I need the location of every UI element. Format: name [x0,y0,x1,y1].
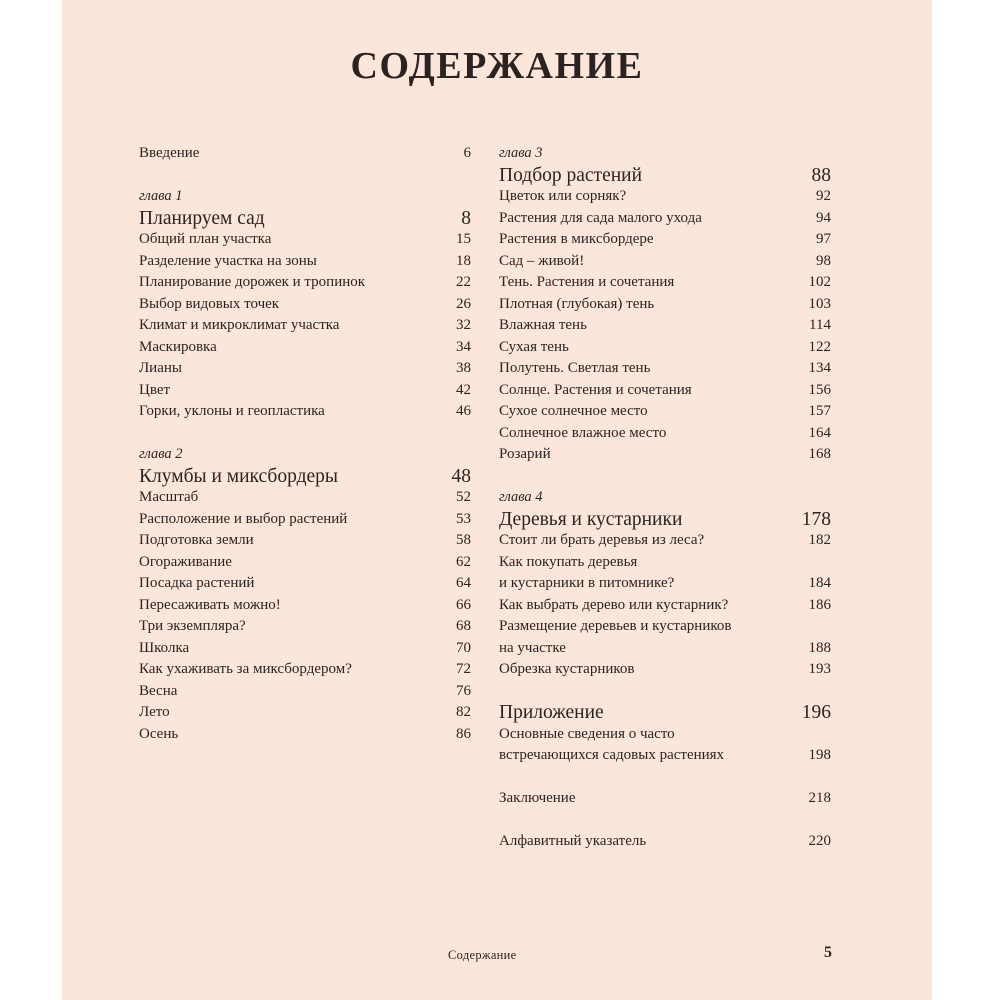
entry-title: Полутень. Светлая тень [499,360,651,376]
entry-title: Посадка растений [139,575,255,591]
entry-page: 38 [456,360,471,376]
entry-title-line1: Размещение деревьев и кустарников [499,618,732,634]
entry-title: Сухое солнечное место [499,403,648,419]
entry-title: Подбор растений [499,164,643,186]
entry-title: Влажная тень [499,317,587,333]
entry-title: Лето [139,704,170,720]
entry-page: 53 [456,510,471,527]
entry-title: Расположение и выбор растений [139,510,348,527]
entry-page: 22 [456,274,471,290]
entry-page: 164 [808,424,831,441]
entry-page: 8 [461,207,471,229]
toc-entry[interactable] [139,724,471,746]
toc-entry-line1[interactable] [499,616,831,638]
entry-title: Цвет [139,381,171,398]
toc-entry[interactable] [499,444,831,466]
entry-page: 42 [456,381,471,398]
toc-entry[interactable] [499,315,831,337]
toc-entry[interactable] [139,337,471,359]
toc-entry[interactable] [499,423,831,445]
entry-page: 48 [451,465,471,487]
entry-page: 70 [456,639,471,656]
entry-page: 82 [456,704,471,720]
entry-title: Осень [139,725,179,742]
toc-entry[interactable] [139,530,471,552]
toc-entry[interactable] [139,358,471,380]
toc-entry[interactable] [139,294,471,316]
entry-title: Масштаб [139,489,199,505]
toc-entry[interactable] [499,659,831,681]
entry-title: Лианы [139,360,182,376]
entry-title: Огораживание [139,553,232,570]
entry-page: 122 [808,338,831,355]
entry-page: 186 [808,596,831,613]
entry-title: Растения в миксбордере [499,231,654,247]
entry-page: 76 [456,682,471,699]
chapter-1-heading[interactable] [139,208,471,230]
entry-title: Заключение [499,790,576,806]
entry-title: Сухая тень [499,338,569,355]
entry-title: Маскировка [139,338,217,355]
page-title: СОДЕРЖАНИЕ [350,45,644,87]
chapter-4-heading[interactable] [499,509,831,531]
entry-page: 46 [456,403,471,419]
toc-entry[interactable] [139,595,471,617]
toc-entry-line1[interactable] [499,552,831,574]
appendix-heading[interactable] [499,702,831,724]
toc-entry[interactable] [499,208,831,230]
chapter-2-heading[interactable] [139,466,471,488]
toc-entry[interactable] [139,401,471,423]
entry-page: 34 [456,338,471,355]
entry-page: 114 [809,317,831,333]
toc-entry[interactable] [499,337,831,359]
toc-right-column [499,143,831,853]
entry-page: 188 [808,639,831,656]
entry-page: 18 [456,252,471,269]
entry-title: Солнце. Растения и сочетания [499,381,692,398]
entry-title: Планирование дорожек и тропинок [139,274,366,290]
entry-page: 196 [801,702,831,723]
entry-title: Алфавитный указатель [499,833,647,849]
toc-entry-line1[interactable] [499,724,831,746]
entry-page: 62 [456,553,471,570]
entry-title-line2: на участке [499,639,566,656]
chapter-2-label: глава 2 [139,446,183,462]
entry-page: 157 [808,403,831,419]
toc-entry[interactable] [499,530,831,552]
toc-entry[interactable] [139,616,471,638]
toc-entry-line2[interactable] [499,638,831,660]
entry-page: 220 [808,833,831,849]
entry-page: 103 [808,295,831,312]
toc-left-column [139,143,471,745]
toc-entry[interactable] [139,681,471,703]
entry-page: 156 [808,381,831,398]
toc-entry[interactable] [499,358,831,380]
entry-title: Общий план участка [139,231,272,247]
book-page [62,0,932,1000]
entry-title: Солнечное влажное место [499,424,667,441]
toc-entry-intro[interactable] [139,143,471,165]
entry-title-line2: и кустарники в питомнике? [499,575,675,591]
entry-title: Растения для сада малого ухода [499,209,702,226]
toc-entry[interactable] [499,294,831,316]
toc-entry[interactable] [139,659,471,681]
running-footer: Содержание [448,948,517,962]
toc-entry[interactable] [139,487,471,509]
entry-title: Горки, уклоны и геопластика [139,403,325,419]
entry-title: Пересаживать можно! [139,596,281,613]
toc-entry[interactable] [139,702,471,724]
toc-entry-conclusion[interactable] [499,788,831,810]
entry-page: 98 [816,252,831,269]
entry-page: 68 [456,618,471,634]
entry-title: Три экземпляра? [139,618,246,634]
entry-page: 26 [456,295,471,312]
entry-title: Сад – живой! [499,252,585,269]
entry-title: Планируем сад [139,207,265,229]
entry-page: 134 [808,360,831,376]
toc-entry[interactable] [499,380,831,402]
entry-title: Стоит ли брать деревья из леса? [499,532,705,548]
entry-page: 52 [456,489,471,505]
entry-title: Деревья и кустарники [499,508,683,530]
toc-entry[interactable] [499,229,831,251]
toc-entry[interactable] [499,186,831,208]
toc-entry[interactable] [139,552,471,574]
entry-title: Как ухаживать за миксбордером? [139,661,352,677]
entry-title: Цветок или сорняк? [499,188,627,204]
toc-entry-line2[interactable] [499,745,831,767]
entry-title: Приложение [499,702,604,723]
page-number: 5 [824,944,832,961]
entry-title-line1: Как покупать деревья [499,553,638,570]
entry-page: 66 [456,596,471,613]
entry-title: Введение [139,145,200,161]
entry-page: 198 [808,747,831,763]
entry-title: Подготовка земли [139,532,254,548]
entry-page: 72 [456,661,471,677]
toc-entry[interactable] [139,315,471,337]
toc-entry[interactable] [139,272,471,294]
entry-title: Тень. Растения и сочетания [499,274,675,290]
entry-title: Выбор видовых точек [139,295,280,312]
entry-page: 218 [808,790,831,806]
chapter-3-heading[interactable] [499,165,831,187]
toc-entry[interactable] [139,380,471,402]
toc-entry[interactable] [139,251,471,273]
entry-page: 86 [456,725,471,742]
entry-page: 88 [811,164,831,186]
entry-page: 193 [808,661,831,677]
toc-entry-line2[interactable] [499,573,831,595]
entry-page: 94 [816,209,831,226]
entry-page: 58 [456,532,471,548]
toc-entry-index[interactable] [499,831,831,853]
toc-entry[interactable] [139,638,471,660]
entry-title: Розарий [499,446,551,462]
toc-entry[interactable] [499,401,831,423]
entry-page: 182 [808,532,831,548]
entry-title: Школка [139,639,190,656]
entry-page: 6 [463,145,471,161]
chapter-3-label: глава 3 [499,145,543,161]
entry-page: 184 [808,575,831,591]
entry-page: 92 [816,188,831,204]
entry-page: 102 [808,274,831,290]
toc-entry[interactable] [139,573,471,595]
chapter-1-label: глава 1 [139,188,183,204]
chapter-4-label: глава 4 [499,489,543,505]
entry-title: Разделение участка на зоны [139,252,317,269]
entry-title-line2: встречающихся садовых растениях [499,747,725,763]
entry-page: 15 [456,231,471,247]
entry-title-line1: Основные сведения о часто [499,725,675,742]
entry-page: 168 [808,446,831,462]
toc-entry[interactable] [139,229,471,251]
entry-page: 178 [801,508,831,530]
entry-page: 32 [456,317,471,333]
toc-entry[interactable] [499,595,831,617]
entry-title: Климат и микроклимат участка [139,317,340,333]
entry-title: Как выбрать дерево или кустарник? [499,596,729,613]
entry-title: Клумбы и миксбордеры [139,465,339,487]
toc-entry[interactable] [499,272,831,294]
entry-title: Весна [139,682,178,699]
toc-entry[interactable] [499,251,831,273]
entry-title: Плотная (глубокая) тень [499,295,655,312]
entry-page: 97 [816,231,831,247]
entry-title: Обрезка кустарников [499,661,635,677]
entry-page: 64 [456,575,471,591]
toc-entry[interactable] [139,509,471,531]
